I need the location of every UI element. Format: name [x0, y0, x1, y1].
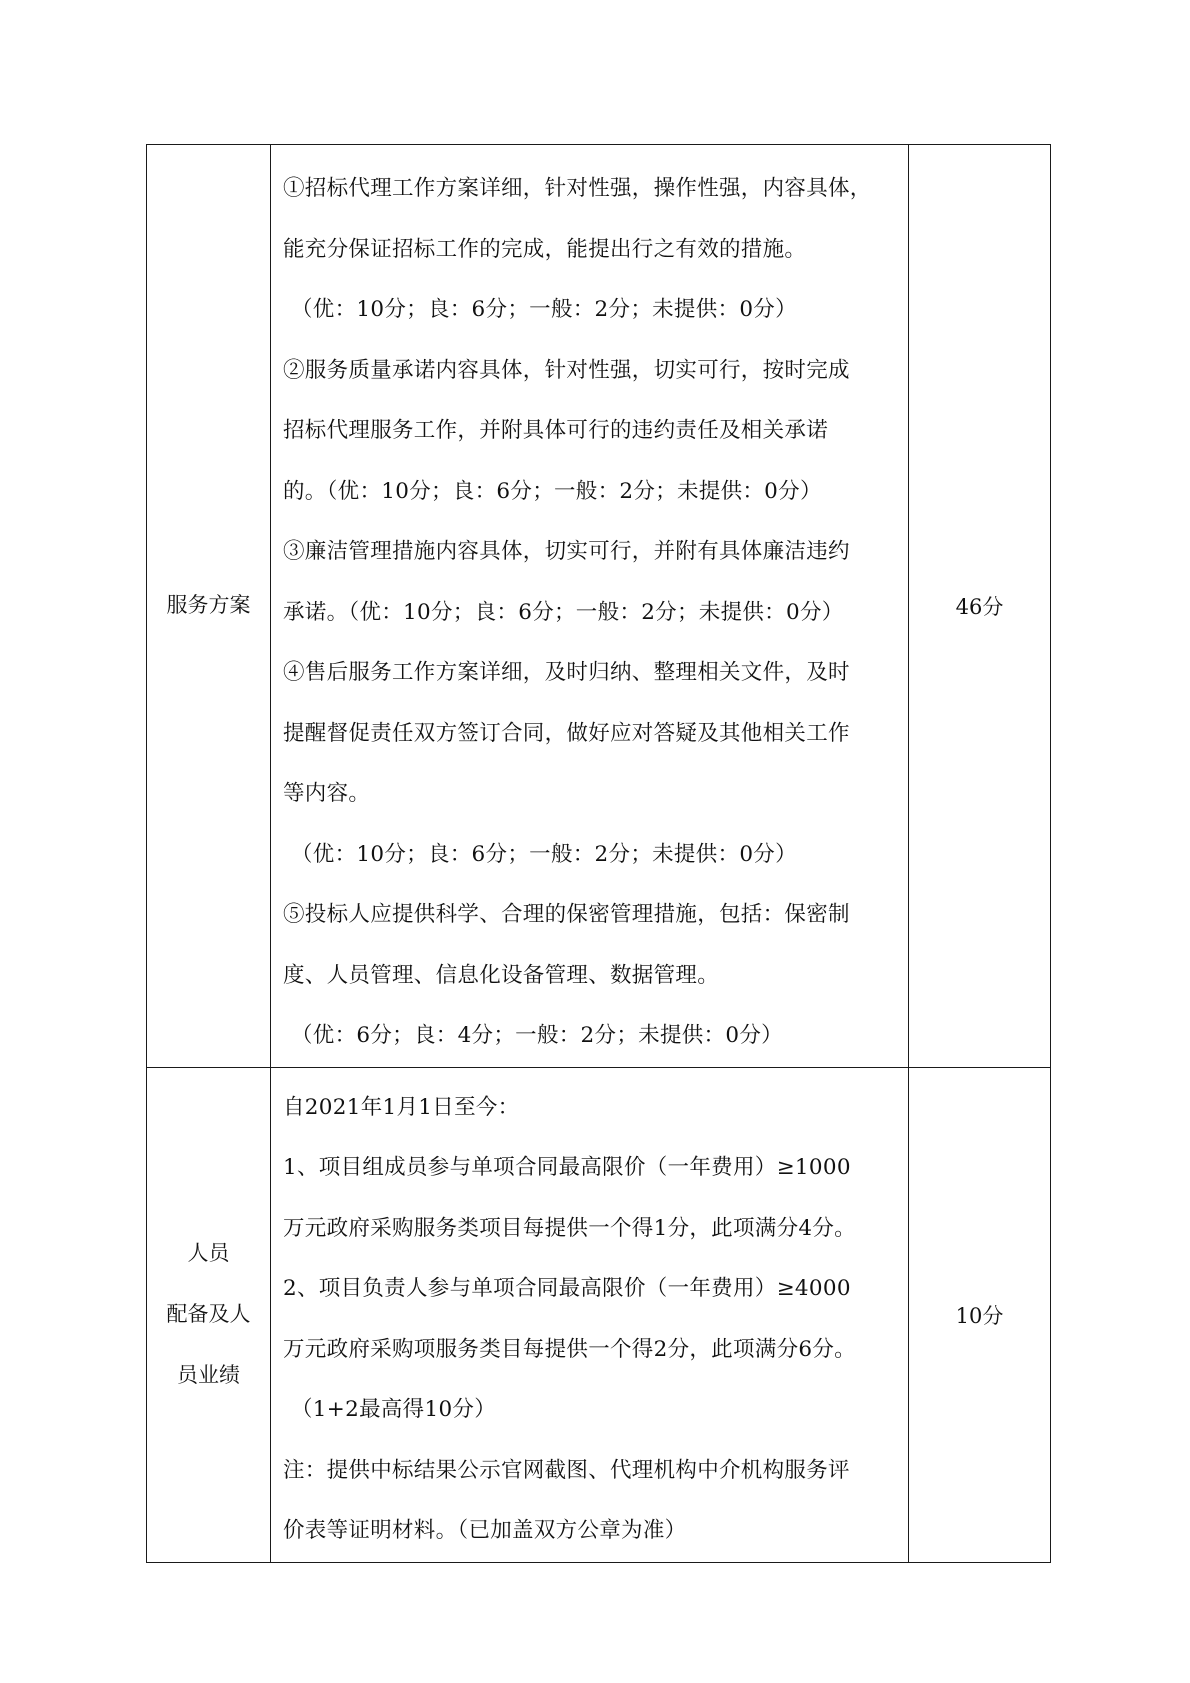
criterion-content — [271, 1068, 908, 1562]
score-value: 46分 — [955, 594, 1004, 619]
table-row — [147, 145, 1051, 1068]
content-line: 1、项目组成员参与单项合同最高限价（一年费用）≥1000 — [283, 1155, 851, 1180]
content-line: 自2021年1月1日至今： — [283, 1094, 520, 1120]
content-line: ④售后服务工作方案详细，及时归纳、整理相关文件，及时 — [283, 660, 850, 685]
score-cell — [909, 145, 1051, 1068]
content-line: 的。（优：10分；良：6分；一般：2分；未提供：0分） — [283, 478, 822, 504]
content-line: ⑤投标人应提供科学、合理的保密管理措施，包括：保密制 — [283, 902, 850, 927]
criterion-content-cell — [271, 145, 909, 1068]
content-line: 招标代理服务工作，并附具体可行的违约责任及相关承诺 — [283, 418, 829, 443]
criterion-content — [271, 145, 908, 1067]
content-line: 万元政府采购服务类项目每提供一个得1分，此项满分4分。 — [283, 1215, 856, 1241]
criterion-label-cell — [147, 145, 271, 1068]
table-row — [147, 1067, 1051, 1562]
content-line: 承诺。（优：10分；良：6分；一般：2分；未提供：0分） — [283, 599, 844, 625]
content-line: ③廉洁管理措施内容具体，切实可行，并附有具体廉洁违约 — [283, 539, 850, 564]
content-line: 提醒督促责任双方签订合同，做好应对答疑及其他相关工作 — [283, 720, 850, 746]
content-line: 价表等证明材料。（已加盖双方公章为准） — [283, 1518, 687, 1543]
content-line: 等内容。 — [283, 781, 371, 806]
content-line: 万元政府采购项服务类目每提供一个得2分，此项满分6分。 — [283, 1336, 856, 1362]
content-line: ①招标代理工作方案详细，针对性强，操作性强，内容具体， — [283, 176, 872, 201]
content-line: 2、项目负责人参与单项合同最高限价（一年费用）≥4000 — [283, 1276, 851, 1301]
criterion-content-cell — [271, 1067, 909, 1562]
content-line: 能充分保证招标工作的完成，能提出行之有效的措施。 — [283, 236, 807, 262]
criterion-label: 人员 — [187, 1241, 230, 1265]
content-line: （1+2最高得10分） — [291, 1397, 497, 1422]
content-line: （优：10分；良：6分；一般：2分；未提供：0分） — [291, 297, 797, 322]
content-line: （优：10分；良：6分；一般：2分；未提供：0分） — [291, 841, 797, 867]
content-line: ②服务质量承诺内容具体，针对性强，切实可行，按时完成 — [283, 357, 850, 383]
criterion-label-cell — [147, 1067, 271, 1562]
criterion-label: 员业绩 — [177, 1363, 240, 1387]
content-line: 注：提供中标结果公示官网截图、代理机构中介机构服务评 — [283, 1457, 850, 1483]
scoring-table — [146, 144, 1051, 1563]
score-cell — [909, 1067, 1051, 1562]
content-line: 度、人员管理、信息化设备管理、数据管理。 — [283, 962, 720, 988]
criterion-label: 配备及人 — [166, 1302, 251, 1326]
criterion-label: 服务方案 — [166, 593, 251, 618]
content-line: （优：6分；良：4分；一般：2分；未提供：0分） — [291, 1023, 783, 1048]
score-value: 10分 — [955, 1303, 1004, 1328]
